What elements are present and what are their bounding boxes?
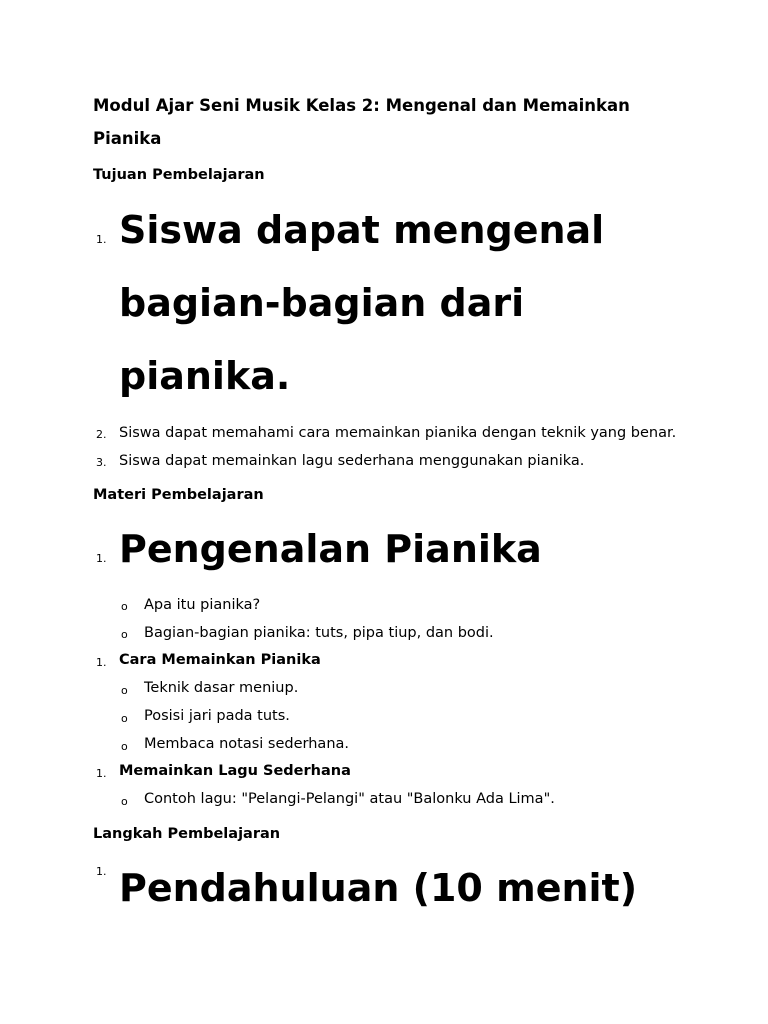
materi-3-sub-1: Contoh lagu: "Pelangi-Pelangi" atau "Balonku Ada Lima". xyxy=(144,791,555,807)
section-heading-tujuan: Tujuan Pembelajaran xyxy=(93,167,265,183)
bullet-marker: o xyxy=(121,712,128,725)
materi-2-sub-2: Posisi jari pada tuts. xyxy=(144,708,290,724)
langkah-1-title: Pendahuluan (10 menit) xyxy=(119,866,638,910)
list-number: 3. xyxy=(96,456,107,469)
list-number: 1. xyxy=(96,865,107,878)
materi-2-sub-3: Membaca notasi sederhana. xyxy=(144,736,350,752)
materi-1-sub-1: Apa itu pianika? xyxy=(144,597,261,613)
list-number: 1. xyxy=(96,656,107,669)
materi-1-title: Pengenalan Pianika xyxy=(119,527,542,571)
objective-2: Siswa dapat memahami cara memainkan pianika dengan teknik yang benar. xyxy=(119,425,677,441)
objective-1-line-2: bagian-bagian dari xyxy=(119,281,525,325)
bullet-marker: o xyxy=(121,684,128,697)
bullet-marker: o xyxy=(121,795,128,808)
section-heading-materi: Materi Pembelajaran xyxy=(93,487,264,503)
list-number: 2. xyxy=(96,428,107,441)
materi-3-title: Memainkan Lagu Sederhana xyxy=(119,763,351,779)
list-number: 1. xyxy=(96,767,107,780)
materi-1-sub-2: Bagian-bagian pianika: tuts, pipa tiup, dan bodi. xyxy=(144,625,494,641)
objective-3: Siswa dapat memainkan lagu sederhana menggunakan pianika. xyxy=(119,453,585,469)
list-number: 1. xyxy=(96,233,107,246)
document-title-line-1: Modul Ajar Seni Musik Kelas 2: Mengenal dan Memainkan xyxy=(93,96,630,115)
list-number: 1. xyxy=(96,552,107,565)
materi-2-sub-1: Teknik dasar meniup. xyxy=(144,680,299,696)
materi-2-title: Cara Memainkan Pianika xyxy=(119,652,321,668)
bullet-marker: o xyxy=(121,740,128,753)
section-heading-langkah: Langkah Pembelajaran xyxy=(93,826,281,842)
objective-1-line-1: Siswa dapat mengenal xyxy=(119,208,605,252)
document-title-line-2: Pianika xyxy=(93,129,162,148)
objective-1-line-3: pianika. xyxy=(119,354,291,398)
bullet-marker: o xyxy=(121,600,128,613)
bullet-marker: o xyxy=(121,628,128,641)
